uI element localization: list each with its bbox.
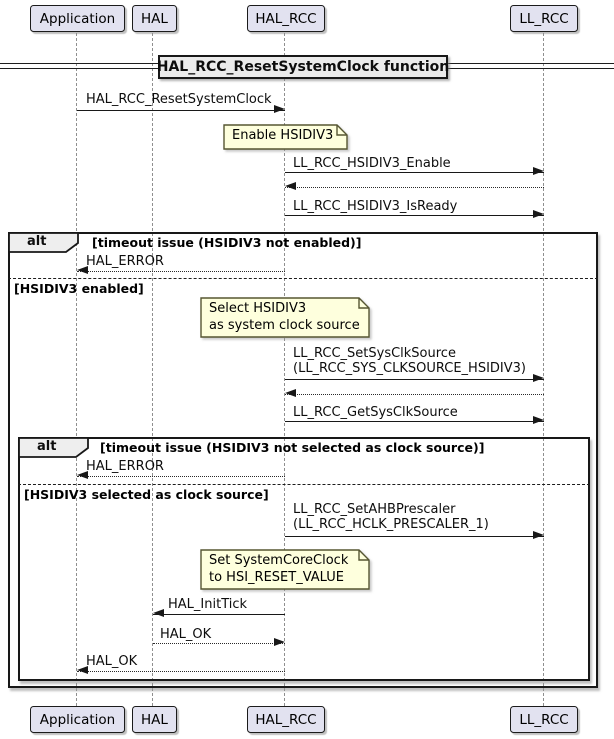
participant-label: LL_RCC [519, 711, 569, 728]
message-label-line1: LL_RCC_SetAHBPrescaler [293, 502, 456, 517]
note-text: Enable HSIDIV3 [232, 128, 334, 143]
return-line [285, 187, 544, 188]
alt-guard-timeout-selected: [timeout issue (HSIDIV3 not selected as clock source)] [100, 440, 485, 455]
arrowhead-right [533, 416, 544, 424]
return-line [153, 643, 285, 644]
message-line [285, 536, 544, 537]
divider-title-text: HAL_RCC_ResetSystemClock function [156, 59, 450, 75]
note-set-systemcoreclock [200, 549, 370, 590]
message-label: LL_RCC_HSIDIV3_Enable [293, 156, 451, 171]
alt-operator-label: alt [27, 234, 47, 249]
message-label: HAL_ERROR [86, 459, 164, 474]
message-line [77, 110, 285, 111]
participant-label: Application [39, 10, 116, 27]
arrowhead-left [285, 389, 296, 397]
participant-label: HAL [141, 711, 168, 728]
return-line [77, 476, 285, 477]
message-line [153, 614, 285, 615]
message-label: HAL_InitTick [168, 597, 248, 612]
alt-guard-timeout-enabled: [timeout issue (HSIDIV3 not enabled)] [92, 235, 362, 250]
participant-application-bottom [30, 706, 125, 733]
return-line [285, 394, 544, 395]
note-select-hsidiv3 [200, 297, 370, 338]
message-line [285, 215, 544, 216]
participant-application-top [30, 5, 125, 32]
message-label: LL_RCC_GetSysClkSource [293, 405, 458, 420]
alt-guard-hsidiv3-selected: [HSIDIV3 selected as clock source] [24, 487, 269, 502]
arrowhead-left [153, 609, 164, 617]
participant-label: LL_RCC [519, 10, 569, 27]
message-label: HAL_OK [86, 654, 138, 669]
arrowhead-right [274, 105, 285, 113]
message-label: HAL_RCC_ResetSystemClock [86, 92, 272, 107]
message-label: LL_RCC_HSIDIV3_IsReady [293, 199, 458, 214]
alt-guard-hsidiv3-enabled: [HSIDIV3 enabled] [14, 281, 144, 296]
participant-hal-rcc-top [247, 5, 325, 32]
alt-section-divider [18, 484, 590, 485]
note-text-line2: as system clock source [209, 318, 360, 333]
divider-title [158, 55, 448, 79]
alt-operator-label: alt [37, 439, 57, 454]
participant-label: HAL [141, 10, 168, 27]
arrowhead-right [533, 374, 544, 382]
arrowhead-right [533, 210, 544, 218]
note-text-line1: Set SystemCoreClock [209, 553, 349, 568]
note-text-line1: Select HSIDIV3 [209, 301, 307, 316]
message-label-line2: (LL_RCC_SYS_CLKSOURCE_HSIDIV3) [293, 361, 527, 376]
message-label-line1: LL_RCC_SetSysClkSource [293, 346, 456, 361]
message-label: HAL_ERROR [86, 254, 164, 269]
message-line [285, 172, 544, 173]
message-line [285, 379, 544, 380]
message-label-line2: (LL_RCC_HCLK_PRESCALER_1) [293, 517, 489, 532]
note-text-line2: to HSI_RESET_VALUE [209, 570, 344, 585]
alt-section-divider [8, 278, 598, 279]
participant-label: Application [39, 711, 116, 728]
arrowhead-left [77, 666, 88, 674]
arrowhead-left [77, 471, 88, 479]
arrowhead-right [533, 531, 544, 539]
arrowhead-left [285, 182, 296, 190]
arrowhead-right [274, 638, 285, 646]
participant-ll-rcc-bottom [510, 706, 578, 733]
participant-hal-rcc-bottom [247, 706, 325, 733]
message-label: HAL_OK [160, 627, 212, 642]
participant-hal-bottom [132, 706, 177, 733]
participant-label: HAL_RCC [255, 711, 317, 728]
participant-hal-top [132, 5, 177, 32]
return-line [77, 671, 285, 672]
return-line [77, 271, 285, 272]
note-enable-hsidiv3 [223, 124, 348, 150]
arrowhead-right [533, 167, 544, 175]
message-line [285, 421, 544, 422]
participant-ll-rcc-top [510, 5, 578, 32]
arrowhead-left [77, 266, 88, 274]
participant-label: HAL_RCC [255, 10, 317, 27]
